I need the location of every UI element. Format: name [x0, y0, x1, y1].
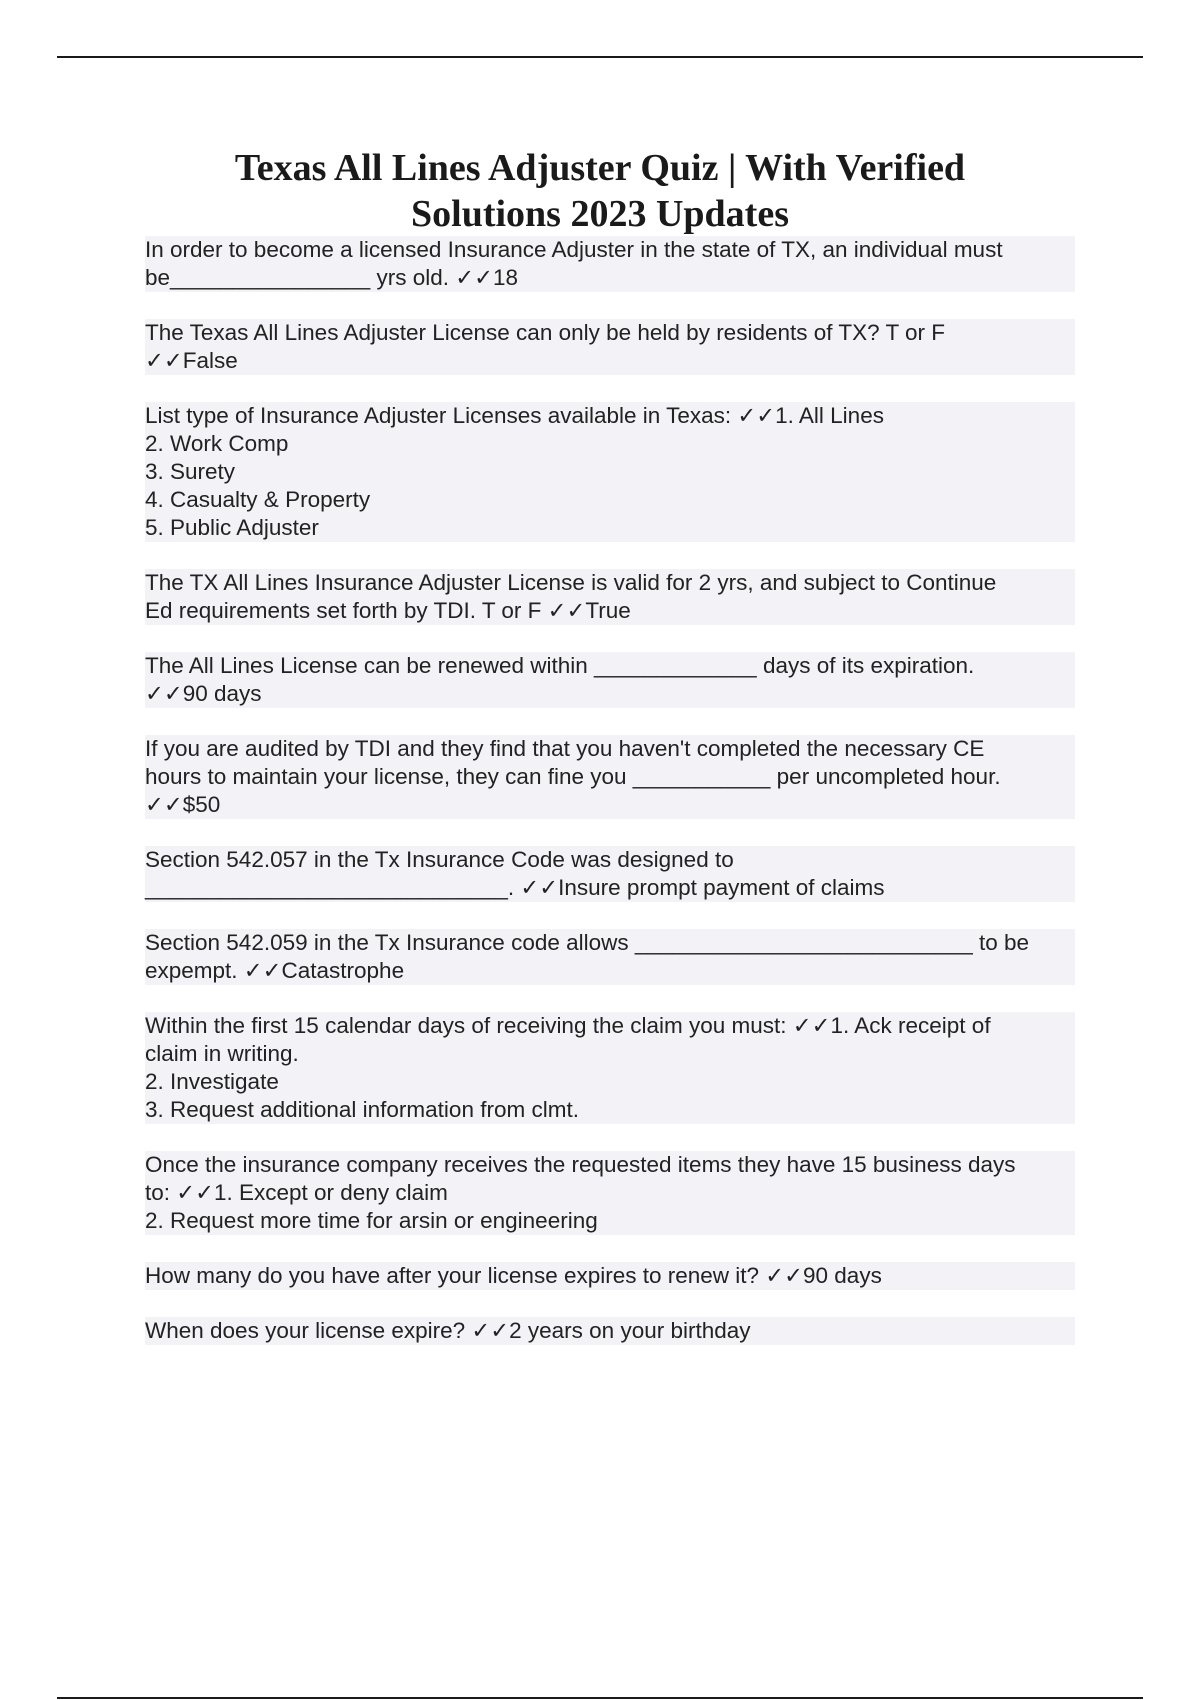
qa-line: claim in writing.: [145, 1040, 1075, 1068]
title-line: Texas All Lines Adjuster Quiz | With Verified: [234, 147, 966, 189]
qa-line: be________________ yrs old. ✓✓18: [145, 264, 1075, 292]
qa-line: to: ✓✓1. Except or deny claim: [145, 1179, 1075, 1207]
qa-line: Ed requirements set forth by TDI. T or F ✓✓True: [145, 597, 1075, 625]
qa-line: In order to become a licensed Insurance Adjuster in the state of TX, an individual must: [145, 236, 1075, 264]
qa-line: How many do you have after your license expires to renew it? ✓✓90 days: [145, 1262, 1075, 1290]
qa-item: [145, 846, 1075, 902]
qa-item: [145, 236, 1075, 292]
qa-line: 2. Investigate: [145, 1068, 1075, 1096]
qa-line: Once the insurance company receives the requested items they have 15 business days: [145, 1151, 1075, 1179]
qa-item: [145, 1151, 1075, 1235]
qa-line: When does your license expire? ✓✓2 years on your birthday: [145, 1317, 1075, 1345]
qa-list: [145, 236, 1075, 1372]
qa-line: If you are audited by TDI and they find that you haven't completed the necessary CE: [145, 735, 1075, 763]
qa-line: The TX All Lines Insurance Adjuster License is valid for 2 yrs, and subject to Continue: [145, 569, 1075, 597]
qa-line: Section 542.059 in the Tx Insurance code allows ___________________________ to be: [145, 929, 1075, 957]
qa-item: [145, 402, 1075, 542]
qa-item: [145, 1317, 1075, 1345]
qa-line: The Texas All Lines Adjuster License can only be held by residents of TX? T or F: [145, 319, 1075, 347]
qa-line: _____________________________. ✓✓Insure prompt payment of claims: [145, 874, 1075, 902]
qa-line: 3. Request additional information from clmt.: [145, 1096, 1075, 1124]
title-line: Solutions 2023 Updates: [411, 193, 789, 235]
qa-item: [145, 1012, 1075, 1124]
qa-item: [145, 1262, 1075, 1290]
qa-item: [145, 319, 1075, 375]
qa-line: List type of Insurance Adjuster Licenses available in Texas: ✓✓1. All Lines: [145, 402, 1075, 430]
qa-line: hours to maintain your license, they can fine you ___________ per uncompleted hour.: [145, 763, 1075, 791]
qa-item: [145, 569, 1075, 625]
qa-line: expempt. ✓✓Catastrophe: [145, 957, 1075, 985]
bottom-rule: [57, 1697, 1143, 1699]
qa-line: Section 542.057 in the Tx Insurance Code was designed to: [145, 846, 1075, 874]
qa-line: ✓✓90 days: [145, 680, 1075, 708]
qa-item: [145, 652, 1075, 708]
qa-line: 4. Casualty & Property: [145, 486, 1075, 514]
top-rule: [57, 56, 1143, 58]
qa-item: [145, 929, 1075, 985]
qa-line: 2. Request more time for arsin or engineering: [145, 1207, 1075, 1235]
qa-line: 3. Surety: [145, 458, 1075, 486]
qa-line: ✓✓False: [145, 347, 1075, 375]
qa-line: The All Lines License can be renewed within _____________ days of its expiration.: [145, 652, 1075, 680]
qa-item: [145, 735, 1075, 819]
qa-line: 5. Public Adjuster: [145, 514, 1075, 542]
qa-line: Within the first 15 calendar days of receiving the claim you must: ✓✓1. Ack receipt of: [145, 1012, 1075, 1040]
qa-line: 2. Work Comp: [145, 430, 1075, 458]
document-title: [150, 145, 1050, 237]
qa-line: ✓✓$50: [145, 791, 1075, 819]
